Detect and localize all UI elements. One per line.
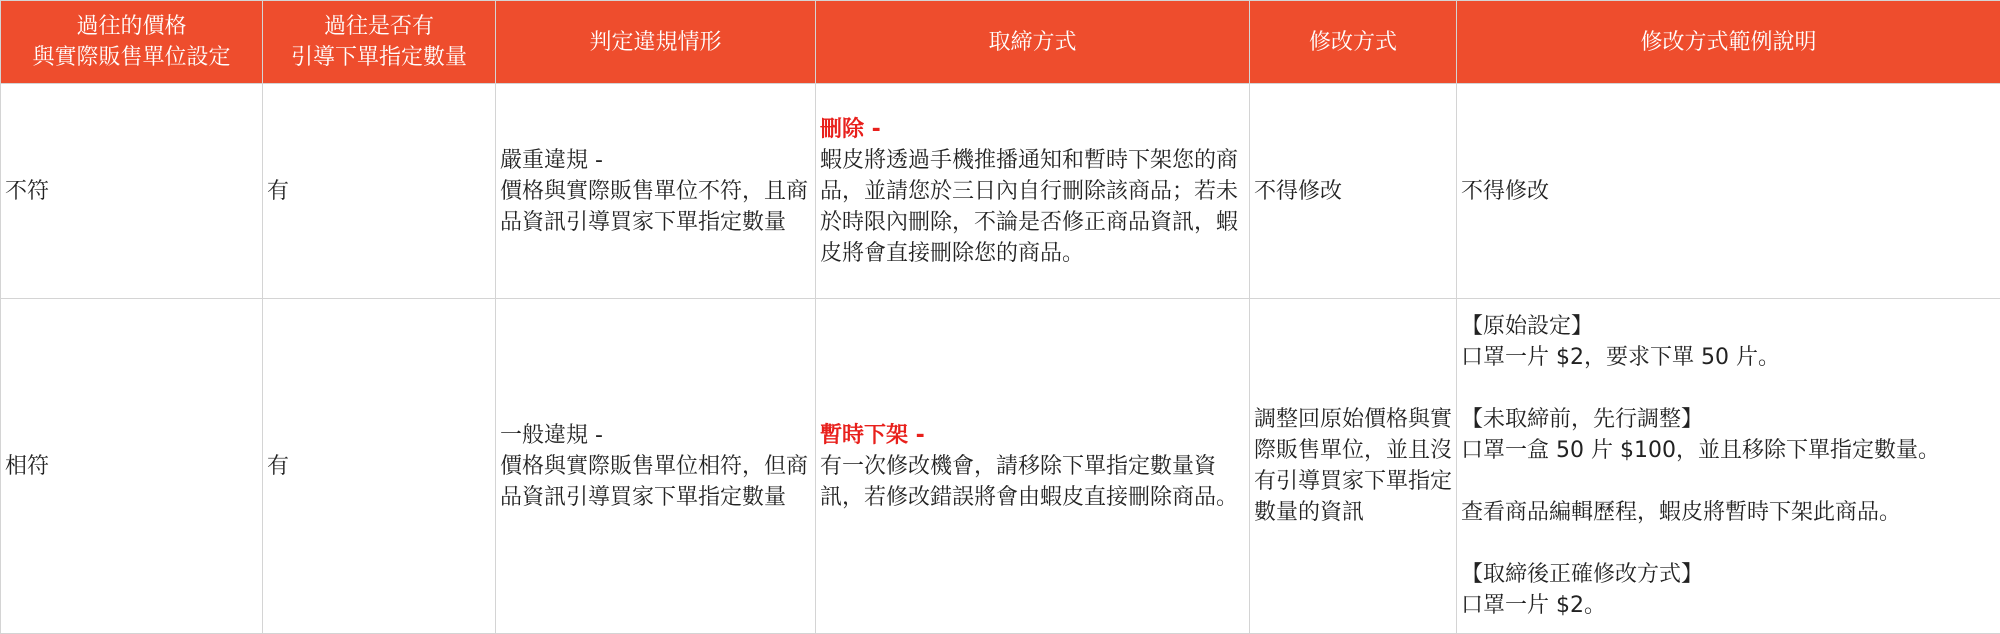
cell-price-match: 不符 [1, 84, 263, 299]
example-original-text: 口罩一片 $2，要求下單 50 片。 [1461, 342, 1996, 373]
cell-guided-quantity: 有 [263, 299, 496, 634]
header-violation-type: 判定違規情形 [496, 1, 816, 84]
cell-fix-method: 調整回原始價格與實際販售單位，並且沒有引導買家下單指定數量的資訊 [1250, 299, 1457, 634]
cell-price-match: 相符 [1, 299, 263, 634]
cell-fix-example [1457, 299, 2000, 634]
header-fix-example: 修改方式範例說明 [1457, 1, 2000, 84]
header-guided-quantity: 過往是否有 引導下單指定數量 [263, 1, 496, 84]
example-original-heading: 【原始設定】 [1461, 311, 1996, 342]
cell-fix-example: 不得修改 [1457, 84, 2000, 299]
example-after-heading: 【取締後正確修改方式】 [1461, 559, 1996, 590]
cell-guided-quantity: 有 [263, 84, 496, 299]
table-row [1, 84, 2000, 299]
cell-violation [496, 299, 816, 634]
enforcement-action: 暫時下架 - [820, 420, 1245, 451]
table-row [1, 299, 2000, 634]
example-after-text: 口罩一片 $2。 [1461, 590, 1996, 621]
example-before-heading: 【未取締前，先行調整】 [1461, 404, 1996, 435]
violation-detail: 價格與實際販售單位相符，但商品資訊引導買家下單指定數量 [500, 451, 811, 513]
enforcement-detail: 有一次修改機會，請移除下單指定數量資訊，若修改錯誤將會由蝦皮直接刪除商品。 [820, 451, 1245, 513]
header-price-unit-setting: 過往的價格 與實際販售單位設定 [1, 1, 263, 84]
violation-level: 嚴重違規 - [500, 145, 811, 176]
example-history-text: 查看商品編輯歷程，蝦皮將暫時下架此商品。 [1461, 497, 1996, 528]
header-enforcement: 取締方式 [816, 1, 1250, 84]
cell-fix-method: 不得修改 [1250, 84, 1457, 299]
cell-enforcement [816, 299, 1250, 634]
violation-detail: 價格與實際販售單位不符，且商品資訊引導買家下單指定數量 [500, 176, 811, 238]
cell-enforcement [816, 84, 1250, 299]
enforcement-detail: 蝦皮將透過手機推播通知和暫時下架您的商品，並請您於三日內自行刪除該商品；若未於時限內刪除，不論是否修正商品資訊，蝦皮將會直接刪除您的商品。 [820, 145, 1245, 269]
example-before-text: 口罩一盒 50 片 $100，並且移除下單指定數量。 [1461, 435, 1996, 466]
cell-violation [496, 84, 816, 299]
violation-level: 一般違規 - [500, 420, 811, 451]
enforcement-action: 刪除 - [820, 114, 1245, 145]
header-fix-method: 修改方式 [1250, 1, 1457, 84]
table-header-row [1, 1, 2000, 84]
